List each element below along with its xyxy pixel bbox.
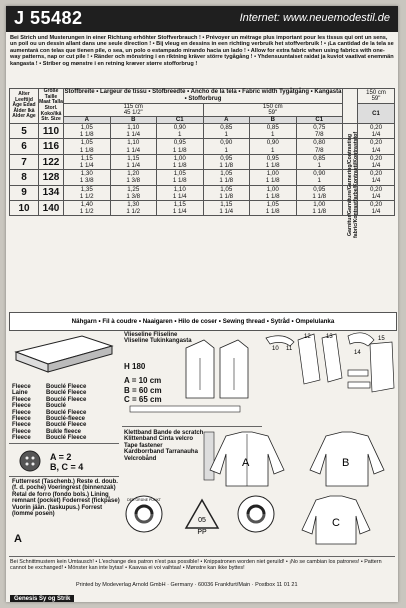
yardage-cell (250, 170, 297, 185)
yards-value: 7/8 (314, 146, 324, 154)
yardage-cell (64, 154, 111, 169)
size-cell: 134 (39, 185, 64, 200)
yards-value: 1 1/8 (172, 162, 187, 170)
yardage-cell (157, 170, 204, 185)
col-header: C1 (296, 117, 343, 124)
yards-value: 1 1/8 (219, 162, 234, 170)
no-exchange-note: Bei Schnittmustern kein Umtausch! • L'exchange des patron n'est pas possible! • Knippatronen worden niet geruild! • ¡No se cambian los patrones! • Pattern cannot be exchanged! • Mönster kan inte bytas! • Kaavaa ei voi vaihtaa! • Mønstre kan ikke byttes! (10, 559, 382, 572)
yardage-cell (358, 201, 395, 216)
meters-value: 0,20 (369, 124, 383, 131)
yards-value: 1 1/2 (126, 208, 141, 216)
yards-value: 1 (271, 131, 275, 139)
store-brand-label: Genesis Sy og Strik (10, 595, 74, 602)
yards-value: 1 (224, 131, 228, 139)
ruler-strip-icon (130, 406, 240, 414)
yards-value: 1 1/8 (312, 208, 327, 216)
meters-value: 0,90 (220, 139, 233, 147)
width-contrast: 150 cm 59" (358, 89, 395, 104)
yards-value: 1 (178, 131, 182, 139)
yards-value: 1 3/8 (126, 177, 141, 185)
yards-value: 1/4 (371, 131, 381, 139)
size-cell: 110 (39, 124, 64, 139)
yards-value: 1/4 (371, 208, 381, 216)
meters-value: 1,15 (80, 154, 93, 162)
yards-value: 1 1/8 (265, 192, 280, 200)
width-115: 115 cm 45 1/2" (64, 104, 204, 117)
meters-value: 0,85 (266, 124, 279, 131)
table-row (10, 201, 395, 216)
yardage-cell (110, 154, 157, 169)
fleece-list-2: Bouclé Fleece Bouclé Fleece Bouclé Fleece Bouclé Bouclé Fleece Bouclé-fleece Bouclé Fleece Bukle fleece Bouclé Fleece (46, 384, 87, 442)
meters-value: 1,00 (173, 154, 186, 162)
yards-value: 1 1/4 (79, 162, 94, 170)
yards-value: 1 1/4 (172, 208, 187, 216)
yardage-cell (250, 154, 297, 169)
col-header: C1 (157, 117, 204, 124)
yards-value: 1/4 (371, 177, 381, 185)
yards-value: 1 1/8 (265, 162, 280, 170)
meters-value: 0,85 (313, 154, 326, 162)
pattern-pieces-diagram (264, 330, 396, 400)
col-header: B (110, 117, 157, 124)
meters-value: 1,35 (80, 185, 93, 193)
interfacing-product: H 180 (124, 362, 146, 371)
button-counts: A = 2 B, C = 4 (50, 452, 84, 472)
meters-value: 0,95 (173, 139, 186, 147)
yardage-cell (110, 124, 157, 139)
divider (122, 426, 262, 427)
size-cell: 116 (39, 139, 64, 154)
fleece-list: Fleece Laine Fleece Fleece Fleece Fleece Fleece Fleece Fleece (12, 384, 31, 442)
meters-value: 1,05 (173, 170, 186, 178)
yards-value: 1 1/4 (126, 162, 141, 170)
pp-label: PP (197, 529, 207, 536)
pp-code: 05 (198, 517, 206, 524)
piece-number: 14 (354, 350, 361, 356)
piece-number: 11 (286, 346, 293, 352)
meters-value: 0,85 (220, 124, 233, 131)
yardage-cell (358, 154, 395, 169)
age-cell: 10 (10, 201, 39, 216)
view-b-jacket (302, 430, 392, 488)
piece-number: 15 (378, 336, 385, 342)
yards-value: 1 3/8 (79, 177, 94, 185)
meters-value: 0,90 (313, 170, 326, 178)
meters-value: 0,95 (313, 185, 326, 193)
yardage-cell (64, 170, 111, 185)
piece-number: 13 (326, 334, 333, 340)
yards-value: 1/4 (371, 162, 381, 170)
age-cell: 5 (10, 124, 39, 139)
pocket-lining-text: Futterrest (Taschenb.) Reste d. doub. (f. d. poche) Voeringrest (binnenzak) Retal de forro (fondo bols.) Lining remnant (pocket) Foderrest (fickpåse) Vuorin jään. (taskupus.) Forrest (lomme posen) (12, 479, 120, 518)
piece-number: 10 (272, 346, 279, 352)
meters-value: 0,20 (369, 139, 383, 147)
green-dot-recycle-icon (124, 494, 164, 534)
interfacing-sizes: A = 10 cm B = 60 cm C = 65 cm (124, 376, 162, 404)
yards-value: 1 1/8 (219, 177, 234, 185)
yards-value: 1 1/8 (312, 192, 327, 200)
yardage-cell (110, 201, 157, 216)
yardage-cell (110, 170, 157, 185)
yardage-cell (157, 124, 204, 139)
divider (9, 556, 395, 557)
printed-by: Printed by Modeverlag Arnold GmbH · Germany · 60036 Frankfurt/Main · Postbox 11 01 21 (76, 582, 298, 588)
meters-value: 1,15 (127, 154, 140, 162)
yardage-cell (64, 124, 111, 139)
size-cell: 122 (39, 154, 64, 169)
meters-value: 0,95 (220, 154, 233, 162)
view-a-jacket (202, 430, 292, 488)
velcro-text: Klettband Bande de scratch Klittenband Cinta velcro Tape fastener Kardborrband Tarranauha Velcrobånd (124, 430, 204, 462)
age-cell: 6 (10, 139, 39, 154)
fabric-requirement-table (9, 88, 395, 216)
yardage-cell (203, 170, 250, 185)
meters-value: 1,10 (127, 139, 140, 147)
interfacing-title: Vlieseline Fliseline Vliseline Tukinkangasta (124, 332, 192, 345)
divider (9, 476, 119, 477)
meters-value: 1,05 (220, 170, 233, 178)
green-dot-recycle-icon-2 (236, 494, 276, 534)
meters-value: 1,05 (266, 201, 279, 209)
yards-value: 1 1/4 (126, 131, 141, 139)
table-row (10, 170, 395, 185)
meters-value: 1,10 (127, 124, 140, 131)
meters-value: 0,20 (369, 201, 383, 209)
yards-value: 1 (317, 177, 321, 185)
pattern-number: J 55482 (14, 8, 83, 28)
age-cell: 7 (10, 154, 39, 169)
meters-value: 0,90 (266, 139, 279, 147)
website-url[interactable]: Internet: www.neuemodestil.de (239, 12, 390, 24)
yardage-cell (157, 201, 204, 216)
yardage-cell (110, 185, 157, 200)
yardage-cell (203, 124, 250, 139)
yards-value: 1 1/4 (172, 192, 187, 200)
meters-value: 1,15 (220, 201, 233, 209)
yards-value: 1 1/8 (172, 177, 187, 185)
size-header: Größe Taille Maat Talla Storl. Koko/ikä Str. Size (39, 88, 63, 123)
meters-value: 1,25 (127, 185, 140, 193)
yardage-cell (157, 185, 204, 200)
fabric-fold-icon (12, 332, 116, 380)
yardage-cell (296, 154, 343, 169)
yardage-cell (64, 185, 111, 200)
meters-value: 1,40 (80, 201, 93, 209)
table-row (10, 124, 395, 139)
yards-value: 1 1/2 (79, 208, 94, 216)
yards-value: 1 1/8 (265, 177, 280, 185)
recycle-label: DER GRÜNE PUNKT (127, 498, 161, 502)
yardage-cell (203, 139, 250, 154)
yardage-cell (203, 185, 250, 200)
meters-value: 1,30 (80, 170, 93, 178)
divider (9, 443, 119, 444)
col-header: C1 (358, 104, 395, 124)
button-icon (18, 449, 42, 473)
view-c-jacket (296, 494, 376, 546)
pattern-back-sheet (6, 6, 398, 602)
yardage-cell (64, 139, 111, 154)
yards-value: 7/8 (314, 131, 324, 139)
meters-value: 0,90 (173, 124, 186, 131)
interfacing-pieces-icon (184, 338, 264, 408)
yards-value: 1 (271, 146, 275, 154)
table-row (10, 154, 395, 169)
meters-value: 1,05 (220, 185, 233, 193)
yards-value: 1 1/8 (172, 146, 187, 154)
yards-value: 1 3/8 (126, 192, 141, 200)
yardage-cell (296, 201, 343, 216)
meters-value: 0,20 (369, 185, 383, 193)
age-cell: 9 (10, 185, 39, 200)
yards-value: 1 1/4 (219, 208, 234, 216)
age-header: Alter Leeftijd Âge Edad Ålder Ikä Alder Age (10, 89, 39, 124)
col-header: A (64, 117, 111, 124)
col-header: A (203, 117, 250, 124)
yards-value: 1 1/2 (79, 192, 94, 200)
meters-value: 1,30 (127, 201, 140, 209)
meters-value: 1,15 (173, 201, 186, 209)
fabric-width-title: Stoffbreite • Largeur de tissu • Stofbreedte • Ancho de la tela • Fabric width Tygåtgång • Kangasta • Stofforbrug (64, 89, 342, 102)
directional-fabric-note: Bei Strich und Musterungen in einer Richtung erhöhter Stoffverbrauch ! • Prévoyer un métrage plus important pour les tissus qui ont un sens, un poil ou un dessin allant dans une seule direction ! • Bij vleug en dessins in een richting verbruik het stoffverbruik ! • ¡La cantidad de la tela se aumentará con telas que tienen pile, o sea, un polo o estampado mirando hacia un lado ! • Allow for extra fabric when using fabrics with one-way patterns, nap or cut pile ! • Ränder och mönstring i en riktning kräver större tygågång ! • Yhdensuuntaiset raidat ja kuviot vaativat enemmän kangasta ! • Striber og mønstre i en retning kræver større stofforbrug ! (10, 35, 394, 67)
yardage-cell (64, 201, 111, 216)
table-row (10, 139, 395, 154)
yardage-cell (358, 139, 395, 154)
yardage-cell (296, 185, 343, 200)
yards-value: 1 1/8 (79, 146, 94, 154)
yardage-cell (296, 139, 343, 154)
yardage-cell (203, 201, 250, 216)
size-cell: 140 (39, 201, 64, 216)
meters-value: 0,20 (369, 154, 383, 162)
meters-value: 1,05 (80, 124, 93, 131)
width-150: 150 cm 59" (203, 104, 343, 117)
meters-value: 0,75 (313, 124, 326, 131)
pp-recycle-icon (184, 498, 220, 534)
meters-value: 1,00 (313, 201, 326, 209)
meters-value: 0,80 (313, 139, 326, 147)
sewing-thread-bar: Nähgarn • Fil à coudre • Naaigaren • Hilo de coser • Sewing thread • Sytråd • Ompelulanka (9, 312, 397, 331)
yardage-cell (296, 124, 343, 139)
view-label-b: B (342, 457, 350, 469)
yardage-cell (250, 201, 297, 216)
age-cell: 8 (10, 170, 39, 185)
header-bar (6, 6, 398, 32)
yards-value: 1 (317, 162, 321, 170)
yards-value: 1/4 (371, 192, 381, 200)
view-label-a: A (242, 457, 250, 469)
yardage-cell (157, 139, 204, 154)
yardage-cell (358, 124, 395, 139)
meters-value: 1,20 (127, 170, 140, 178)
yardage-cell (250, 124, 297, 139)
piece-number: 12 (304, 334, 311, 340)
yards-value: 1 1/8 (79, 131, 94, 139)
yardage-cell (250, 185, 297, 200)
meters-value: 1,05 (80, 139, 93, 147)
meters-value: 0,95 (266, 154, 279, 162)
col-header: B (250, 117, 297, 124)
contrast-fabric-label: Garnitur/Garniture/Garnering/Contrasting fabric/Kontrastfarbe/Kontrasti/Kontraststof (347, 131, 359, 239)
yardage-cell (296, 170, 343, 185)
table-row (10, 185, 395, 200)
footer-letter: A (14, 533, 22, 545)
yards-value: 1 1/8 (219, 192, 234, 200)
yardage-cell (110, 139, 157, 154)
meters-value: 1,00 (266, 170, 279, 178)
yardage-cell (157, 154, 204, 169)
size-cell: 128 (39, 170, 64, 185)
yardage-cell (358, 185, 395, 200)
yards-value: 1 1/8 (265, 208, 280, 216)
yardage-cell (203, 154, 250, 169)
yardage-cell (250, 139, 297, 154)
view-label-c: C (332, 517, 340, 529)
yards-value: 1 1/4 (126, 146, 141, 154)
yards-value: 1/4 (371, 146, 381, 154)
yards-value: 1 (224, 146, 228, 154)
meters-value: 1,00 (266, 185, 279, 193)
meters-value: 0,20 (369, 170, 383, 178)
yardage-cell (358, 170, 395, 185)
meters-value: 1,10 (173, 185, 186, 193)
